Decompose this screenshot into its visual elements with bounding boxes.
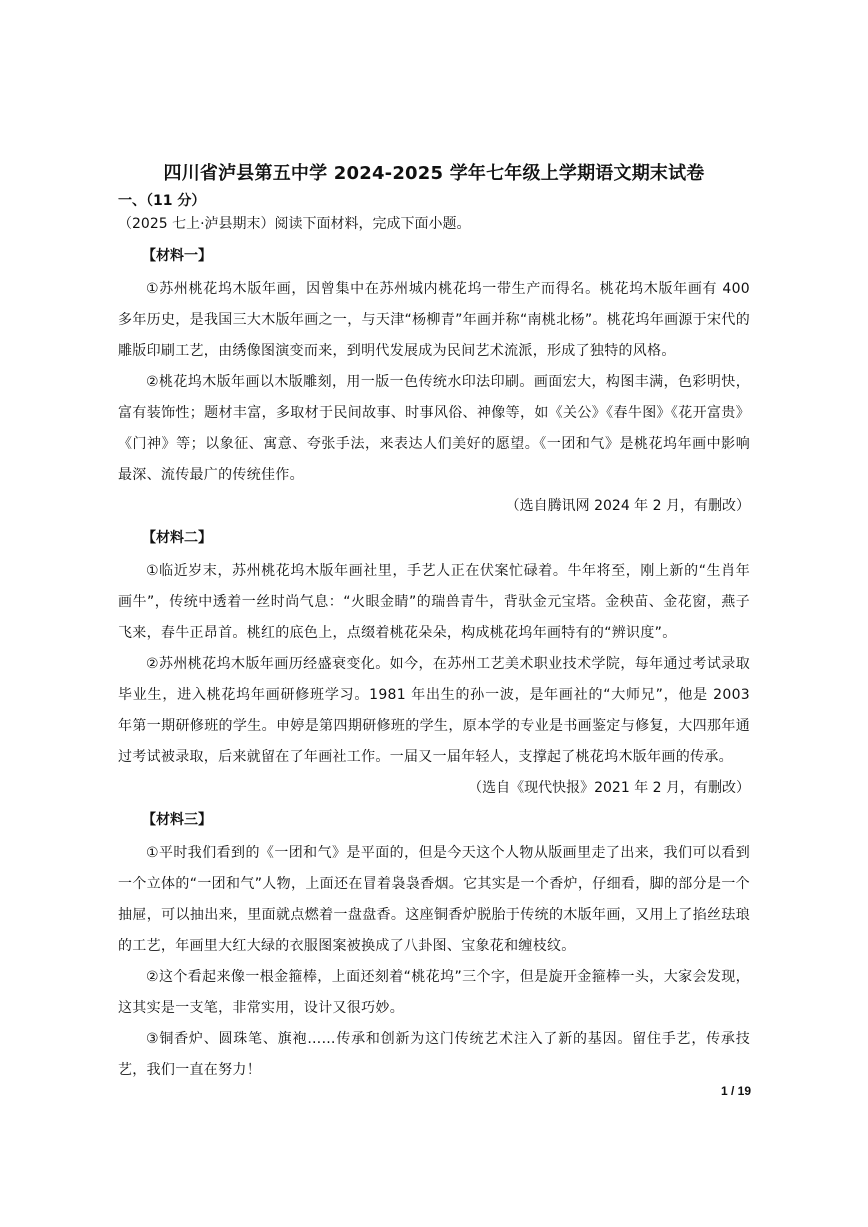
material-paragraph: ②桃花坞木版年画以木版雕刻，用一版一色传统水印法印刷。画面宏大，构图丰满，色彩明快，富有装饰性；题材丰富，多取材于民间故事、时事风俗、神像等，如《关公》《春牛图》《花开富贵》《门神》等；以象征、寓意、夸张手法，来表达人们美好的愿望。《一团和气》是桃花坞年画中影响最深、流传最广的传统佳作。 xyxy=(118,374,750,483)
material-heading: 【材料一】 xyxy=(142,248,212,264)
material-three xyxy=(118,806,750,1086)
page-number: 1 / 19 xyxy=(720,1084,751,1098)
section-heading: 一、（11 分） xyxy=(118,193,206,209)
exam-title: 四川省泸县第五中学 2024-2025 学年七年级上学期语文期末试卷 xyxy=(163,163,705,184)
material-paragraph: ②苏州桃花坞木版年画历经盛衰变化。如今，在苏州工艺美术职业技术学院，每年通过考试录取毕业生，进入桃花坞年画研修班学习。1981 年出生的孙一波，是年画社的“大师兄”，他是 2003 年第一期研修班的学生。申婷是第四期研修班的学生，原本学的专业是书画鉴定与修复，大四那年通过考试被录取，后来就留在了年画社工作。一届又一届年轻人，支撑起了桃花坞木版年画的传承。 xyxy=(118,656,750,765)
material-heading: 【材料三】 xyxy=(142,812,212,828)
material-heading: 【材料二】 xyxy=(142,530,212,546)
material-paragraph: ②这个看起来像一根金箍棒，上面还刻着“桃花坞”三个字，但是旋开金箍棒一头，大家会发现，这其实是一支笔，非常实用，设计又很巧妙。 xyxy=(118,969,750,1016)
material-one xyxy=(118,242,750,522)
material-paragraph: ①临近岁末，苏州桃花坞木版年画社里，手艺人正在伏案忙碌着。牛年将至，刚上新的“生肖年画牛”，传统中透着一丝时尚气息：“火眼金睛”的瑞兽青牛，背驮金元宝塔。金秧苗、金花窗，燕子飞来，春牛正昂首。桃红的底色上，点缀着桃花朵朵，构成桃花坞年画特有的“辨识度”。 xyxy=(118,563,750,641)
material-paragraph: ①平时我们看到的《一团和气》是平面的，但是今天这个人物从版画里走了出来，我们可以看到一个立体的“一团和气”人物，上面还在冒着袅袅香烟。它其实是一个香炉，仔细看，脚的部分是一个抽屉，可以抽出来，里面就点燃着一盘盘香。这座铜香炉脱胎于传统的木版年画，又用上了掐丝珐琅的工艺，年画里大红大绿的衣服图案被换成了八卦图、宝象花和缠枝纹。 xyxy=(118,845,750,954)
material-two xyxy=(118,524,750,804)
document-body xyxy=(118,160,750,1086)
material-paragraph: ③铜香炉、圆珠笔、旗袍……传承和创新为这门传统艺术注入了新的基因。留住手艺，传承技艺，我们一直在努力！ xyxy=(118,1031,750,1078)
question-source: （2025 七上·泸县期末）阅读下面材料，完成下面小题。 xyxy=(118,216,471,232)
material-citation: （选自《现代快报》2021 年 2 月，有删改） xyxy=(468,780,750,796)
material-citation: （选自腾讯网 2024 年 2 月，有删改） xyxy=(505,498,750,514)
material-paragraph: ①苏州桃花坞木版年画，因曾集中在苏州城内桃花坞一带生产而得名。桃花坞木版年画有 400 多年历史，是我国三大木版年画之一，与天津“杨柳青”年画并称“南桃北杨”。桃花坞年画源于宋代的雕版印刷工艺，由绣像图演变而来，到明代发展成为民间艺术流派，形成了独特的风格。 xyxy=(118,281,750,359)
